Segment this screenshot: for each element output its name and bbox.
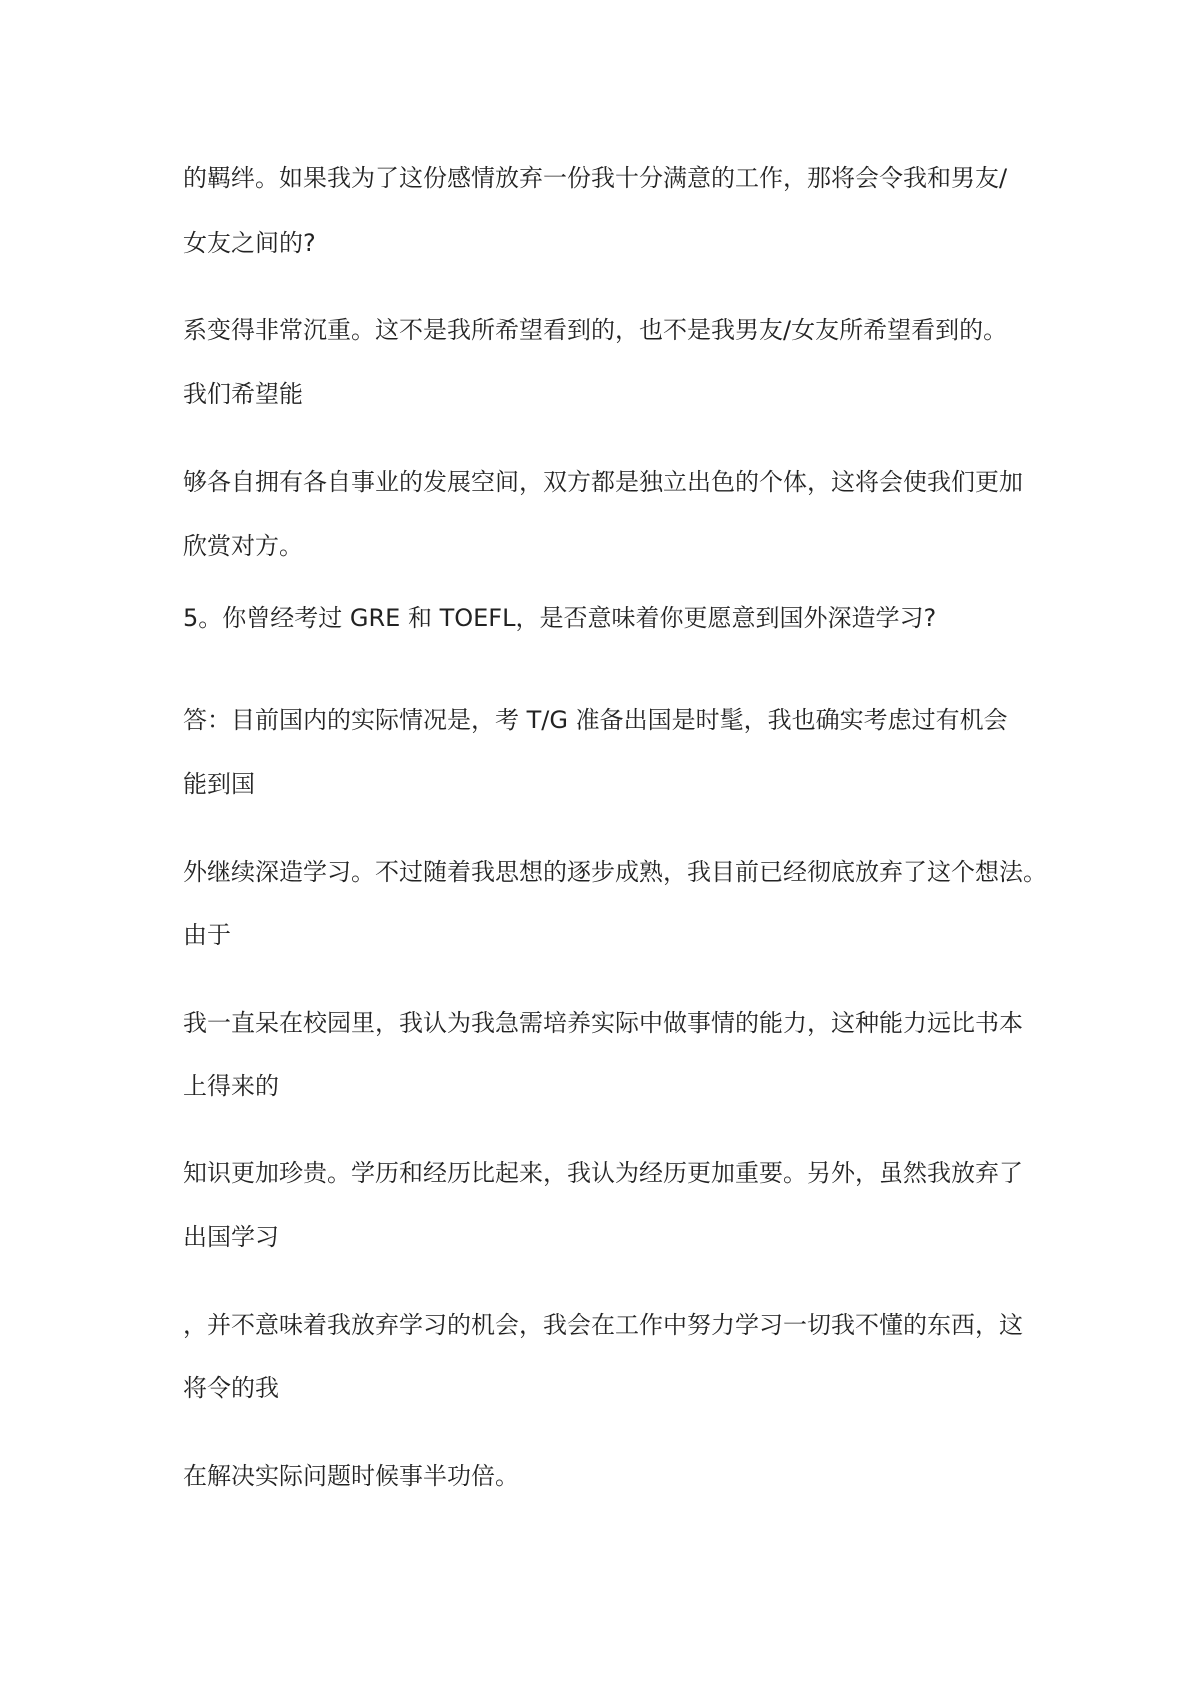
- text-line: 能到国: [183, 770, 255, 798]
- text-line: 我一直呆在校园里，我认为我急需培养实际中做事情的能力，这种能力远比书本: [183, 1009, 1023, 1037]
- text-line: 由于: [183, 921, 231, 949]
- text-line: 系变得非常沉重。这不是我所希望看到的，也不是我男友/女友所希望看到的。: [183, 316, 1008, 344]
- text-line: 在解决实际问题时候事半功倍。: [183, 1462, 519, 1490]
- text-line: 的羁绊。如果我为了这份感情放弃一份我十分满意的工作，那将会令我和男友/: [183, 164, 1008, 192]
- text-line: 答：目前国内的实际情况是，考 T/G 准备出国是时髦，我也确实考虑过有机会: [183, 706, 1008, 734]
- text-line: ，并不意味着我放弃学习的机会，我会在工作中努力学习一切我不懂的东西，这: [183, 1311, 1023, 1339]
- text-line: 上得来的: [183, 1072, 279, 1100]
- text-line: 出国学习: [183, 1223, 279, 1251]
- text-line: 知识更加珍贵。学历和经历比起来，我认为经历更加重要。另外，虽然我放弃了: [183, 1159, 1023, 1187]
- question-heading: 5。你曾经考过 GRE 和 TOEFL，是否意味着你更愿意到国外深造学习?: [183, 604, 937, 632]
- text-line: 女友之间的?: [183, 229, 316, 257]
- text-line: 够各自拥有各自事业的发展空间，双方都是独立出色的个体，这将会使我们更加: [183, 468, 1023, 496]
- text-line: 外继续深造学习。不过随着我思想的逐步成熟，我目前已经彻底放弃了这个想法。: [183, 858, 1047, 886]
- text-line: 欣赏对方。: [183, 532, 303, 560]
- text-line: 将令的我: [183, 1374, 279, 1402]
- text-line: 我们希望能: [183, 380, 303, 408]
